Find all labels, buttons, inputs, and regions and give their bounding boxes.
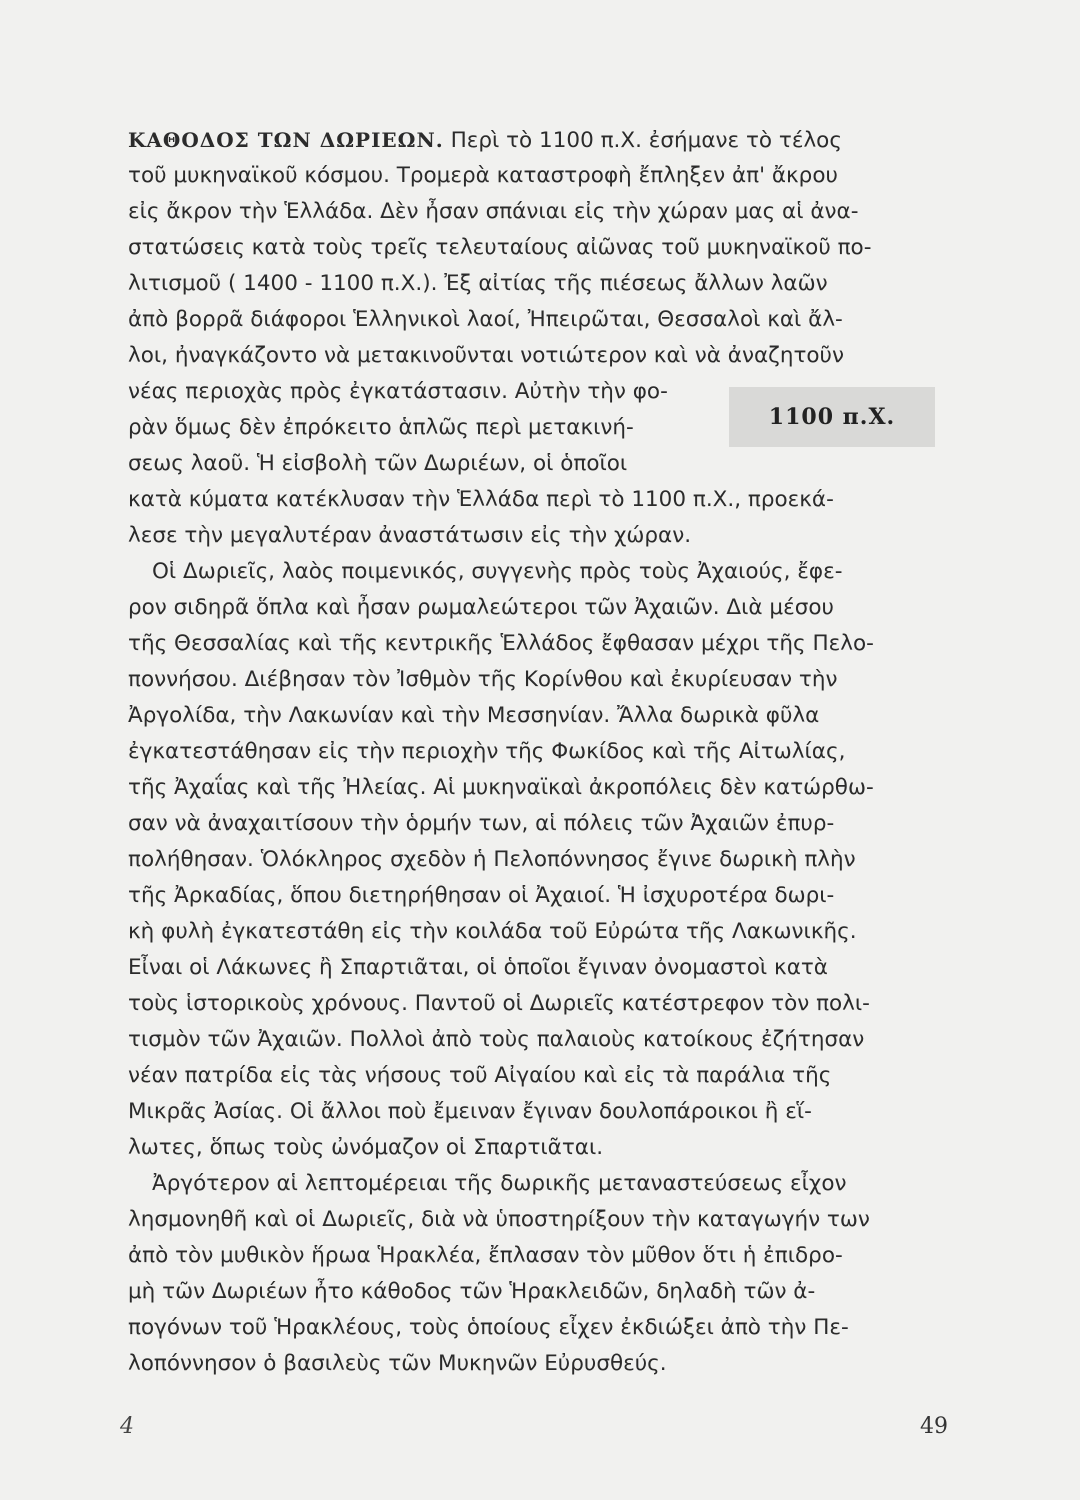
text-line: τοὺς ἱστορικοὺς χρόνους. Παντοῦ οἱ Δωριεῖς κατέστρεφον τὸν πολι- <box>128 991 870 1016</box>
text-line: ἐγκατεστάθησαν εἰς τὴν περιοχὴν τῆς Φωκίδος καὶ τῆς Αἰτωλίας, <box>128 739 846 764</box>
text-line: ρον σιδηρᾶ ὅπλα καὶ ἦσαν ρωμαλεώτεροι τῶν Ἀχαιῶν. Διὰ μέσου <box>128 595 834 620</box>
text-line: τῆς Θεσσαλίας καὶ τῆς κεντρικῆς Ἑλλάδος ἔφθασαν μέχρι τῆς Πελο- <box>128 631 874 656</box>
text-line: λιτισμοῦ ( 1400 - 1100 π.Χ.). Ἐξ αἰτίας τῆς πιέσεως ἄλλων λαῶν <box>128 271 828 296</box>
text-line: πολήθησαν. Ὁλόκληρος σχεδὸν ἡ Πελοπόννησος ἔγινε δωρικὴ πλὴν <box>128 847 856 872</box>
paragraph-start-line: Ἀργότερον αἱ λεπτομέρειαι τῆς δωρικῆς μεταναστεύσεως εἶχον <box>152 1171 847 1196</box>
text-line: ρὰν ὅμως δὲν ἐπρόκειτο ἁπλῶς περὶ μετακινή- <box>128 415 634 440</box>
text-line: τοῦ μυκηναϊκοῦ κόσμου. Τρομερὰ καταστροφὴ ἔπληξεν ἀπ' ἄκρου <box>128 163 838 188</box>
text-line <box>128 124 842 156</box>
text-line: Ἀργολίδα, τὴν Λακωνίαν καὶ τὴν Μεσσηνίαν. Ἄλλα δωρικὰ φῦλα <box>128 703 820 728</box>
text-line: Μικρᾶς Ἀσίας. Οἱ ἄλλοι ποὺ ἔμειναν ἔγιναν δουλοπάροικοι ἢ εἵ- <box>128 1099 812 1124</box>
text-line: ποννήσου. Διέβησαν τὸν Ἰσθμὸν τῆς Κορίνθου καὶ ἐκυρίευσαν τὴν <box>128 667 838 692</box>
margin-date-note: 1100 π.Χ. <box>729 387 935 447</box>
text-line: Εἶναι οἱ Λάκωνες ἢ Σπαρτιᾶται, οἱ ὁποῖοι ἔγιναν ὀνομαστοὶ κατὰ <box>128 955 828 980</box>
text-line: μὴ τῶν Δωριέων ἦτο κάθοδος τῶν Ἡρακλειδῶν, δηλαδὴ τῶν ἀ- <box>128 1279 816 1304</box>
text-line: σεως λαοῦ. Ἡ εἰσβολὴ τῶν Δωριέων, οἱ ὁποῖοι <box>128 451 628 476</box>
text-line: κατὰ κύματα κατέκλυσαν τὴν Ἑλλάδα περὶ τὸ 1100 π.Χ., προεκά- <box>128 487 834 512</box>
text-line: κὴ φυλὴ ἐγκατεστάθη εἰς τὴν κοιλάδα τοῦ Εὐρώτα τῆς Λακωνικῆς. <box>128 919 857 944</box>
text-line: πογόνων τοῦ Ἡρακλέους, τοὺς ὁποίους εἶχεν ἐκδιώξει ἀπὸ τὴν Πε- <box>128 1315 849 1340</box>
text-line: εἰς ἄκρον τὴν Ἑλλάδα. Δὲν ἦσαν σπάνιαι εἰς τὴν χώραν μας αἱ ἀνα- <box>128 199 859 224</box>
text-line: σαν νὰ ἀναχαιτίσουν τὴν ὁρμήν των, αἱ πόλεις τῶν Ἀχαιῶν ἐπυρ- <box>128 811 835 836</box>
text-line: τῆς Ἀρκαδίας, ὅπου διετηρήθησαν οἱ Ἀχαιοί. Ἡ ἰσχυροτέρα δωρι- <box>128 883 835 908</box>
text-line: ἀπὸ βορρᾶ διάφοροι Ἑλληνικοὶ λαοί, Ἠπειρῶται, Θεσσαλοὶ καὶ ἄλ- <box>128 307 843 332</box>
text-line: λησμονηθῆ καὶ οἱ Δωριεῖς, διὰ νὰ ὑποστηρίξουν τὴν καταγωγήν των <box>128 1207 870 1232</box>
page-number: 49 <box>920 1414 948 1439</box>
signature-mark: 4 <box>120 1414 134 1439</box>
section-heading: ΚΑΘΟΔΟΣ ΤΩΝ ΔΩΡΙΕΩΝ. <box>128 128 444 152</box>
text-line: λοι, ἠναγκάζοντο νὰ μετακινοῦνται νοτιώτερον καὶ νὰ ἀναζητοῦν <box>128 343 844 368</box>
text-line: λοπόννησον ὁ βασιλεὺς τῶν Μυκηνῶν Εὐρυσθεύς. <box>128 1351 667 1376</box>
text-line: νέαν πατρίδα εἰς τὰς νήσους τοῦ Αἰγαίου καὶ εἰς τὰ παράλια τῆς <box>128 1063 832 1088</box>
text-line: νέας περιοχὰς πρὸς ἐγκατάστασιν. Αὐτὴν τὴν φο- <box>128 379 668 404</box>
text-line: τῆς Ἀχαΐας καὶ τῆς Ἠλείας. Αἱ μυκηναϊκαὶ ἀκροπόλεις δὲν κατώρθω- <box>128 775 874 800</box>
text-line: τισμὸν τῶν Ἀχαιῶν. Πολλοὶ ἀπὸ τοὺς παλαιοὺς κατοίκους ἐζήτησαν <box>128 1027 865 1052</box>
text-line: λεσε τὴν μεγαλυτέραν ἀναστάτωσιν εἰς τὴν χώραν. <box>128 523 692 548</box>
text-line: λωτες, ὅπως τοὺς ὠνόμαζον οἱ Σπαρτιᾶται. <box>128 1135 604 1160</box>
text-line-content: Περὶ τὸ 1100 π.Χ. ἐσήμανε τὸ τέλος <box>443 128 842 153</box>
paragraph-start-line: Οἱ Δωριεῖς, λαὸς ποιμενικός, συγγενὴς πρὸς τοὺς Ἀχαιούς, ἔφε- <box>152 559 843 584</box>
text-line: ἀπὸ τὸν μυθικὸν ἥρωα Ἡρακλέα, ἔπλασαν τὸν μῦθον ὅτι ἡ ἐπιδρο- <box>128 1243 843 1268</box>
text-line: στατώσεις κατὰ τοὺς τρεῖς τελευταίους αἰῶνας τοῦ μυκηναϊκοῦ πο- <box>128 235 872 260</box>
